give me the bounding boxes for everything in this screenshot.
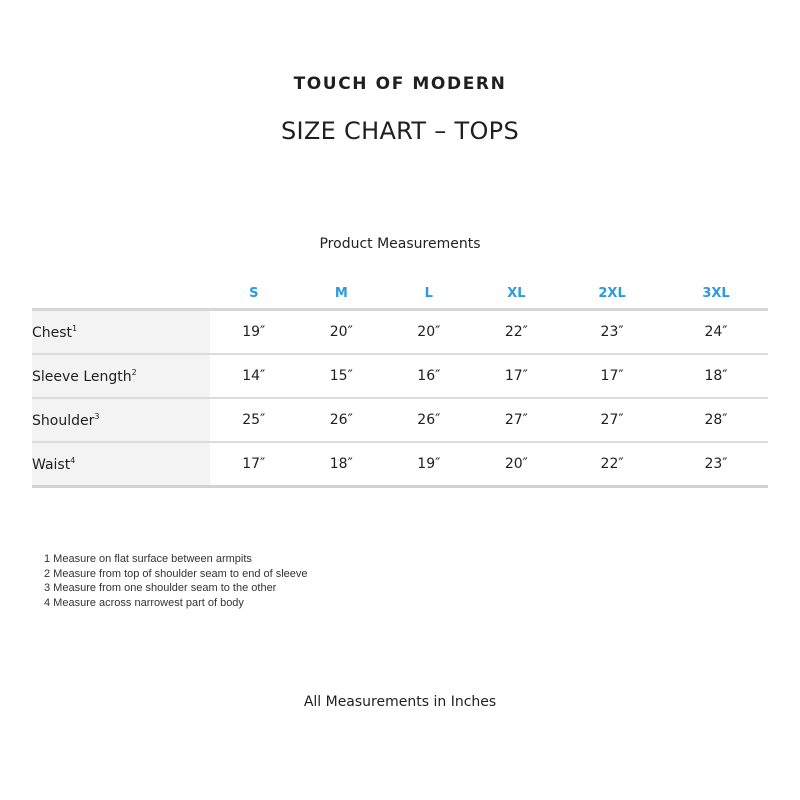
footnote-marker: 2 [131, 367, 137, 377]
table-cell: 28″ [664, 398, 768, 442]
note-item: 1 Measure on flat surface between armpits [44, 553, 252, 565]
footnote-marker: 4 [70, 455, 76, 465]
size-chart-table [32, 279, 768, 488]
size-header-2xl: 2XL [560, 279, 664, 310]
brand-logo: TOUCH OF MODERN [293, 74, 507, 94]
table-cell: 26″ [298, 398, 386, 442]
table-cell: 19″ [210, 310, 298, 355]
table-cell: 18″ [298, 442, 386, 487]
size-header-l: L [385, 279, 473, 310]
table-cell: 17″ [473, 354, 561, 398]
table-cell: 18″ [664, 354, 768, 398]
row-label-chest [32, 310, 210, 355]
row-label-text: Waist [32, 456, 71, 473]
table-cell: 17″ [560, 354, 664, 398]
size-header-xl: XL [473, 279, 561, 310]
table-cell: 17″ [210, 442, 298, 487]
table-cell: 14″ [210, 354, 298, 398]
table-cell: 23″ [664, 442, 768, 487]
units-footer: All Measurements in Inches [303, 694, 497, 710]
row-label-waist [32, 442, 210, 487]
table-cell: 15″ [298, 354, 386, 398]
table-row-sleeve-length [32, 354, 768, 398]
table-row-chest [32, 310, 768, 355]
table-cell: 26″ [385, 398, 473, 442]
row-label-sleeve-length [32, 354, 210, 398]
row-label-shoulder [32, 398, 210, 442]
table-row-shoulder [32, 398, 768, 442]
row-label-text: Sleeve Length [32, 368, 132, 385]
note-item: 3 Measure from one shoulder seam to the other [44, 582, 277, 594]
table-cell: 27″ [560, 398, 664, 442]
note-item: 4 Measure across narrowest part of body [44, 596, 244, 609]
table-cell: 25″ [210, 398, 298, 442]
footnote-marker: 1 [72, 323, 78, 333]
row-label-text: Chest [32, 324, 73, 341]
header-corner [32, 279, 210, 310]
size-header-s: S [210, 279, 298, 310]
table-cell: 20″ [385, 310, 473, 355]
size-header-m: M [298, 279, 386, 310]
table-row-waist [32, 442, 768, 487]
footnote-marker: 3 [94, 411, 100, 421]
table-cell: 23″ [560, 310, 664, 355]
table-cell: 20″ [473, 442, 561, 487]
table-cell: 27″ [473, 398, 561, 442]
row-label-text: Shoulder [32, 412, 95, 429]
size-header-3xl: 3XL [664, 279, 768, 310]
size-header-row [32, 279, 768, 310]
table-cell: 24″ [664, 310, 768, 355]
table-caption: Product Measurements [319, 236, 481, 252]
measurement-notes [44, 552, 308, 610]
table-cell: 19″ [385, 442, 473, 487]
table-cell: 20″ [298, 310, 386, 355]
page-title: SIZE CHART – TOPS [281, 117, 519, 145]
table-cell: 22″ [560, 442, 664, 487]
note-item: 2 Measure from top of shoulder seam to end of sleeve [44, 567, 308, 580]
table-cell: 16″ [385, 354, 473, 398]
table-cell: 22″ [473, 310, 561, 355]
